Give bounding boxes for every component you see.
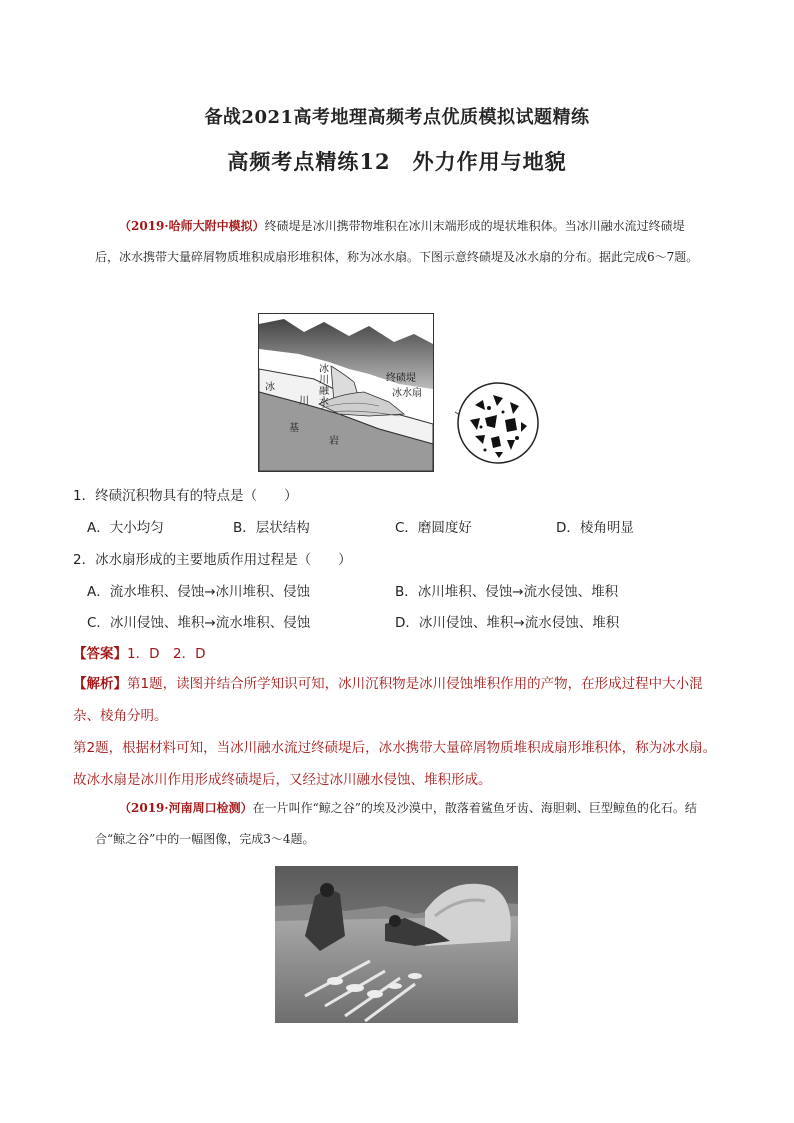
label-bedrock-1: 基 xyxy=(289,423,299,434)
question-2-option-c[interactable]: C．冰川侵蚀、堆积→流水堆积、侵蚀 xyxy=(87,615,311,631)
question-2-option-a[interactable]: A．流水堆积、侵蚀→冰川堆积、侵蚀 xyxy=(87,584,311,600)
sediment-zoom-circle xyxy=(455,380,541,466)
analysis-paragraph-2: 第2题，根据材料可知，当冰川融水流过终碛堤后，冰水携带大量碎屑物质堆积成扇形堆积体，称为冰水扇。故冰水扇是冰川作用形成终碛堤后，又经过冰川融水侵蚀、堆积形成。 xyxy=(73,740,717,788)
label-meltwater: 冰川融水 xyxy=(319,364,329,408)
document-subtitle: 高频考点精练12 外力作用与地貌 xyxy=(227,149,567,174)
analysis-paragraph-1 xyxy=(73,668,723,732)
question-2-option-b[interactable]: B．冰川堆积、侵蚀→流水侵蚀、堆积 xyxy=(395,584,619,600)
question-1-option-c[interactable]: C．磨圆度好 xyxy=(395,520,472,536)
question-1-option-b[interactable]: B．层状结构 xyxy=(233,520,310,536)
question-1-stem: 1．终碛沉积物具有的特点是（ ） xyxy=(73,488,298,504)
question-2-option-d[interactable]: D．冰川侵蚀、堆积→流水侵蚀、堆积 xyxy=(395,615,620,631)
passage-2 xyxy=(95,793,703,855)
label-glacier-1: 冰 xyxy=(265,382,275,393)
answer-text: 1．D 2．D xyxy=(127,646,206,662)
question-2-stem: 2．冰水扇形成的主要地质作用过程是（ ） xyxy=(73,552,352,568)
moraine-fan-diagram xyxy=(258,313,434,472)
answer-line xyxy=(73,642,205,662)
label-glacier-2: 川 xyxy=(299,396,309,407)
question-1-option-d[interactable]: D．棱角明显 xyxy=(556,520,634,536)
passage-2-source: （2019·河南周口检测） xyxy=(119,801,253,815)
label-outwash-fan: 冰水扇 xyxy=(392,388,422,399)
whale-valley-photo xyxy=(275,866,518,1023)
label-moraine: 终碛堤 xyxy=(386,373,416,384)
analysis-tag: 【解析】 xyxy=(73,676,127,692)
passage-1 xyxy=(95,211,703,273)
label-bedrock-2: 岩 xyxy=(329,436,339,447)
answer-tag: 【答案】 xyxy=(73,646,127,662)
passage-1-source: （2019·哈师大附中模拟） xyxy=(119,219,265,233)
document-title: 备战2021高考地理高频考点优质模拟试题精练 xyxy=(204,107,590,128)
analysis-text-1: 第1题，读图并结合所学知识可知，冰川沉积物是冰川侵蚀堆积作用的产物，在形成过程中大小混杂、棱角分明。 xyxy=(73,676,703,724)
question-1-option-a[interactable]: A．大小均匀 xyxy=(87,520,164,536)
passage-2-text: 在一片叫作“鲸之谷”的埃及沙漠中，散落着鲨鱼牙齿、海胆刺、巨型鲸鱼的化石。结合“鲸之谷”中的一幅图像，完成3～4题。 xyxy=(95,801,697,846)
passage-1-text: 终碛堤是冰川携带物堆积在冰川末端形成的堤状堆积体。当冰川融水流过终碛堤后，冰水携带大量碎屑物质堆积成扇形堆积体，称为冰水扇。下图示意终碛堤及冰水扇的分布。据此完成6～7题。 xyxy=(95,219,699,264)
